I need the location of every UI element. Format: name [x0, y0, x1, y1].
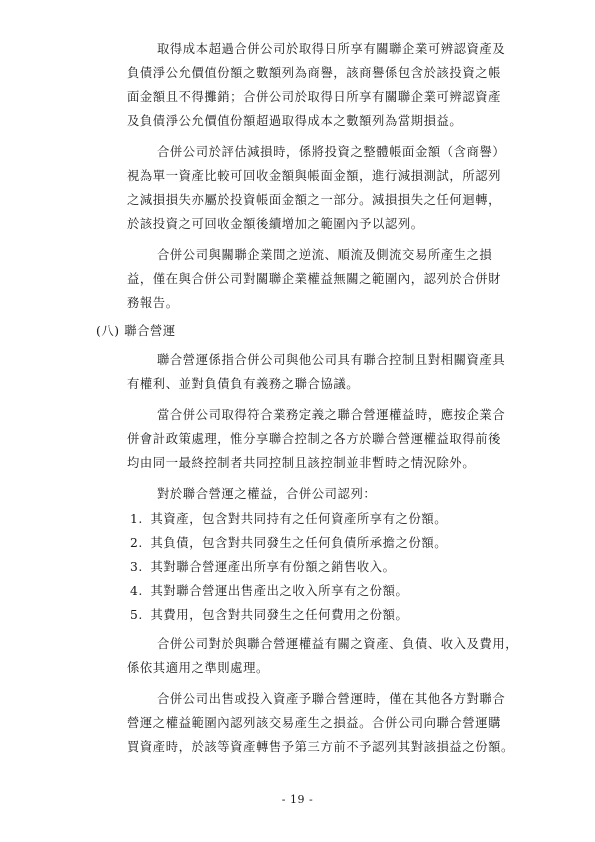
list-item-number: 3. [130, 560, 143, 574]
list-item-text: 其資產，包含對共同持有之任何資產所享有之份額。 [150, 512, 448, 526]
paragraph-line: 之減損損失亦屬於投資帳面金額之一部分。減損損失之任何迴轉， [127, 193, 502, 207]
list-item-text: 其對聯合營運產出所享有份額之銷售收入。 [150, 560, 396, 574]
paragraph-line: 當合併公司取得符合業務定義之聯合營運權益時，應按企業合 [157, 408, 506, 422]
paragraph-line: 營運之權益範圍內認列該交易產生之損益。合併公司向聯合營運購 [127, 716, 502, 730]
list-item-text: 其對聯合營運出售產出之收入所享有之份額。 [150, 584, 409, 598]
paragraph-line: 合併公司出售或投入資產予聯合營運時，僅在其他各方對聯合 [157, 692, 506, 706]
list-item [130, 535, 447, 551]
paragraph-line: 併會計政策處理，惟分享聯合控制之各方於聯合營運權益取得前後 [127, 432, 502, 446]
list-item-number: 5. [130, 608, 143, 622]
paragraph-line: 對於聯合營運之權益，合併公司認列： [157, 487, 377, 501]
list-item-number: 2. [130, 536, 143, 550]
list-item-number: 4. [130, 584, 143, 598]
paragraph-line: 合併公司與關聯企業間之逆流、順流及側流交易所產生之損 [157, 248, 493, 262]
paragraph-line: 負債淨公允價值份額之數額列為商譽，該商譽係包含於該投資之帳 [127, 66, 502, 80]
list-item [130, 583, 408, 599]
paragraph-line: 務報告。 [127, 296, 179, 310]
list-item-text: 其費用，包含對共同發生之任何費用之份額。 [150, 608, 409, 622]
paragraph-line: 聯合營運係指合併公司與他公司具有聯合控制且對相關資產具 [157, 353, 506, 367]
paragraph-line: 益，僅在與合併公司對關聯企業權益無關之範圍內，認列於合併財 [127, 272, 502, 286]
section-heading: (八) 聯合營運 [96, 324, 176, 338]
list-item [130, 559, 396, 575]
paragraph-line: 係依其適用之準則處理。 [127, 661, 269, 675]
paragraph-line: 取得成本超過合併公司於取得日所享有關聯企業可辨認資產及 [157, 42, 506, 56]
paragraph-line: 視為單一資產比較可回收金額與帳面金額，進行減損測試，所認列 [127, 169, 502, 183]
list-item-number: 1. [130, 512, 143, 526]
list-item-text: 其負債，包含對共同發生之任何負債所承擔之份額。 [150, 536, 448, 550]
paragraph-line: 於該投資之可回收金額後續增加之範圍內予以認列。 [127, 217, 424, 231]
page-number: - 19 - [281, 793, 314, 806]
paragraph-line: 合併公司於評估減損時，係將投資之整體帳面金額（含商譽） [157, 145, 506, 159]
paragraph-line: 有權利、並對負債負有義務之聯合協議。 [127, 377, 360, 391]
list-item [130, 607, 408, 623]
paragraph-line: 面金額且不得攤銷；合併公司於取得日所享有關聯企業可辨認資產 [127, 90, 502, 104]
paragraph-line: 合併公司對於與聯合營運權益有關之資產、負債、收入及費用， [157, 637, 519, 651]
list-item [130, 511, 447, 527]
paragraph-line: 均由同一最終控制者共同控制且該控制並非暫時之情況除外。 [127, 456, 476, 470]
paragraph-line: 及負債淨公允價值份額超過取得成本之數額列為當期損益。 [127, 114, 463, 128]
paragraph-line: 買資產時，於該等資產轉售予第三方前不予認列其對該損益之份額。 [127, 740, 514, 754]
